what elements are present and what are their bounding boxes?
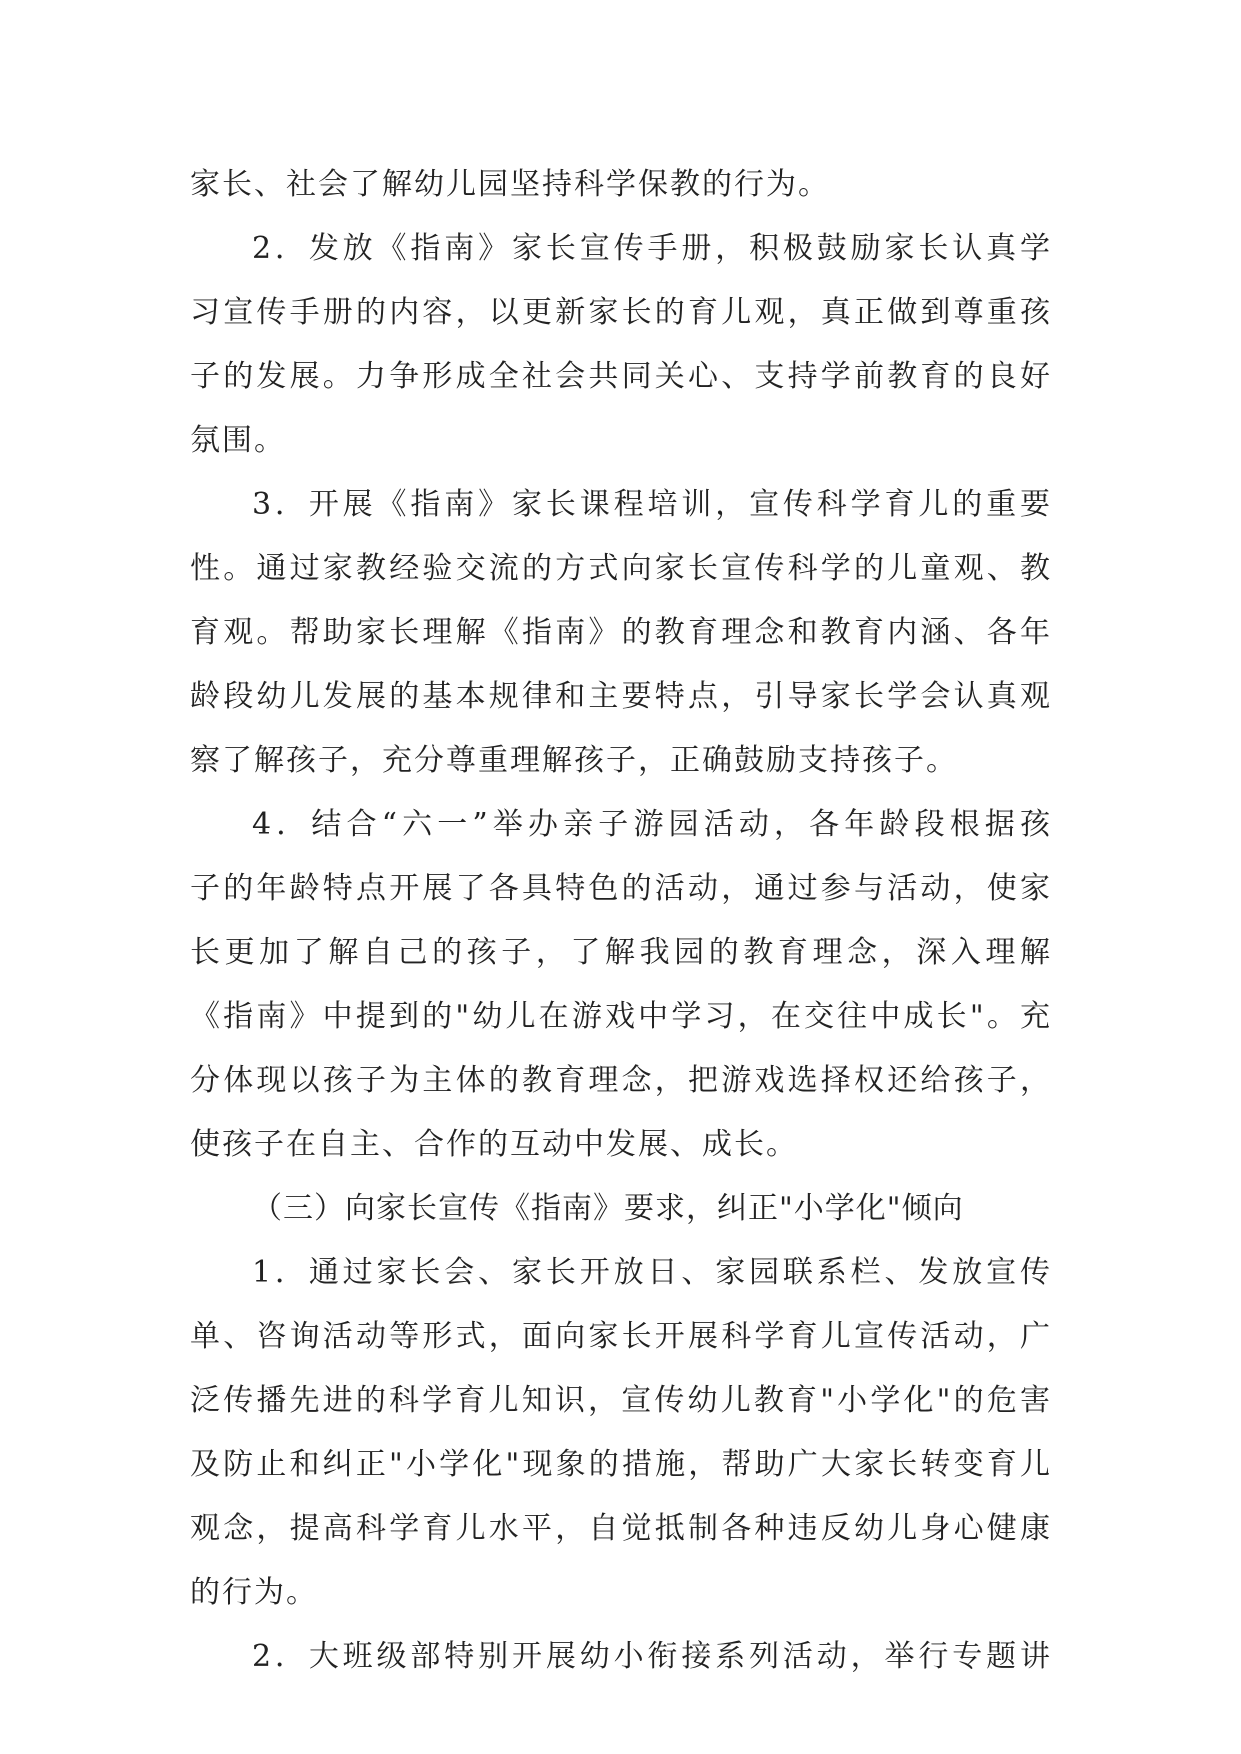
paragraph-line: 2．大班级部特别开展幼小衔接系列活动，举行专题讲	[252, 1639, 1052, 1674]
paragraph-line: 4．结合“六一”举办亲子游园活动，各年龄段根据孩	[252, 807, 1052, 842]
document-body	[190, 153, 1052, 1689]
paragraph-line: 泛传播先进的科学育儿知识，宣传幼儿教育"小学化"的危害	[190, 1383, 1052, 1418]
paragraph-line: 3．开展《指南》家长课程培训，宣传科学育儿的重要	[252, 487, 1052, 522]
paragraph-line: 1．通过家长会、家长开放日、家园联系栏、发放宣传	[252, 1255, 1052, 1290]
paragraph-line: 龄段幼儿发展的基本规律和主要特点，引导家长学会认真观	[190, 679, 1052, 714]
paragraph-line: 分体现以孩子为主体的教育理念，把游戏选择权还给孩子，	[190, 1063, 1052, 1098]
section-heading: （三）向家长宣传《指南》要求，纠正"小学化"倾向	[252, 1191, 964, 1226]
paragraph-line: 育观。帮助家长理解《指南》的教育理念和教育内涵、各年	[190, 615, 1052, 650]
paragraph-line: 2．发放《指南》家长宣传手册，积极鼓励家长认真学	[252, 231, 1052, 266]
paragraph-line: 子的年龄特点开展了各具特色的活动，通过参与活动，使家	[190, 871, 1052, 906]
paragraph-line: 氛围。	[190, 423, 286, 458]
paragraph-line: 的行为。	[190, 1575, 318, 1610]
paragraph-line: 及防止和纠正"小学化"现象的措施，帮助广大家长转变育儿	[190, 1447, 1052, 1482]
paragraph-line: 察了解孩子，充分尊重理解孩子，正确鼓励支持孩子。	[190, 743, 958, 778]
paragraph-line: 习宣传手册的内容，以更新家长的育儿观，真正做到尊重孩	[190, 295, 1052, 330]
paragraph-line: 性。通过家教经验交流的方式向家长宣传科学的儿童观、教	[190, 551, 1052, 586]
paragraph-line: 家长、社会了解幼儿园坚持科学保教的行为。	[190, 167, 830, 202]
paragraph-line: 观念，提高科学育儿水平，自觉抵制各种违反幼儿身心健康	[190, 1511, 1052, 1546]
paragraph-line: 单、咨询活动等形式，面向家长开展科学育儿宣传活动，广	[190, 1319, 1052, 1354]
paragraph-line: 《指南》中提到的"幼儿在游戏中学习，在交往中成长"。充	[190, 999, 1052, 1034]
paragraph-line: 使孩子在自主、合作的互动中发展、成长。	[190, 1127, 798, 1162]
paragraph-line: 子的发展。力争形成全社会共同关心、支持学前教育的良好	[190, 359, 1052, 394]
paragraph-line: 长更加了解自己的孩子，了解我园的教育理念，深入理解	[190, 935, 1052, 970]
